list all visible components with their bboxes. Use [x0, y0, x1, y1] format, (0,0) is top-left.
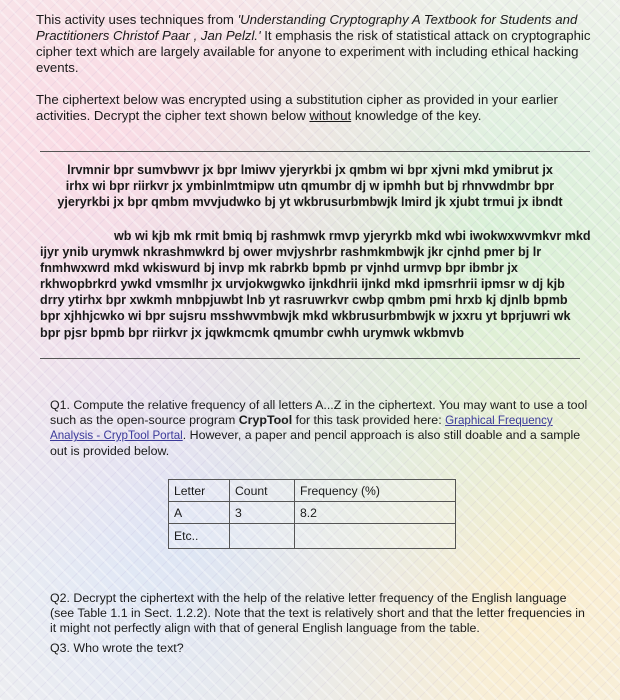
ciphertext-line: fnmhwxwrd mkd wkiswurd bj invp mk rabrkb bpmb pr vjnhd urmvp bpr ibmbr jx: [40, 261, 518, 276]
ciphertext-line: irhx wi bpr riirkvr jx ymbinlmtmipw utn qmumbr dj w ipmhh but bj rhnvwdmbr bpr: [65, 179, 555, 194]
table-cell: [230, 524, 295, 549]
table-header-row: [169, 480, 456, 502]
ciphertext-line: yjeryrkbi jx bpr qmbm mvvjudwko bj yt wkbrusurbmbwjk lmird jk xjubt trmui jx ibndt: [57, 195, 563, 210]
table-cell: 3: [230, 502, 295, 524]
table-header-cell: Count: [230, 480, 295, 502]
instructions-text-before: The ciphertext below was encrypted using a substitution cipher as provided in your earlier activities. Decrypt the cipher text shown below: [36, 92, 558, 123]
ciphertext-line: bpr pjsr bpmb bpr riirkvr jx jqwkmcmk qmumbr cwhh urymwk wkbmvb: [40, 325, 465, 340]
table-cell: A: [169, 502, 230, 524]
q1-text-after: . However, a paper and pencil approach is also still doable and a sample out is provided below.: [50, 428, 581, 458]
intro-text-after: It emphasis the risk of statistical attack on cryptographic cipher text which are largely available for anyone to experiment with including ethical hacking events.: [36, 28, 591, 75]
ciphertext-line: drry ytirhx bpr xwkmh mnbpjuwbt lnb yt rasruwrkvr cwbp qmbm pmi hrxb kj djnlb bpmb: [40, 293, 568, 308]
table-cell: Etc..: [169, 524, 230, 549]
divider-top: [40, 151, 590, 152]
instructions-text-after: knowledge of the key.: [351, 108, 482, 123]
ciphertext-line: wb wi kjb mk rmit bmiq bj rashmwk rmvp yjeryrkb mkd wbi iwokwxwvmkvr mkd: [114, 229, 591, 243]
instructions-paragraph: [36, 92, 596, 124]
table-row: [169, 524, 456, 549]
q1-text-before: Q1. Compute the relative frequency of all letters A...Z in the ciphertext. You may want to use a tool such as the open-source program: [50, 398, 588, 428]
question-2: Q2. Decrypt the ciphertext with the help of the relative letter frequency of the English language (see Table 1.1 in Sect. 1.2.2). Note that the text is relatively short and that the letter frequencies in it might not perfectly align with that of general English language from the table.: [50, 591, 585, 636]
table-cell: [295, 524, 456, 549]
table-cell: 8.2: [295, 502, 456, 524]
ciphertext-line: bpr xjhhjcwko wi bpr sujsru msshwvmbwjk mkd wkbrusurbmbwjk w jxxru yt bprjuwri wk: [40, 309, 571, 324]
divider-bottom: [40, 358, 580, 359]
ciphertext-block-2: [40, 228, 600, 341]
table-header-cell: Frequency (%): [295, 480, 456, 502]
table-header-cell: Letter: [169, 480, 230, 502]
q1-text-middle: for this task provided here:: [292, 413, 446, 428]
table-row: [169, 502, 456, 524]
ciphertext-line: lrvmnir bpr sumvbwvr jx bpr lmiwv yjeryrkbi jx qmbm wi bpr xjvni mkd ymibrut jx: [67, 163, 553, 177]
intro-paragraph: [36, 12, 596, 76]
ciphertext-line: rkhwopbrkrd ywkd vmsmlhr jx urvjokwgwko ijnkdhrii ijnkd mkd ipmsrhrii ipmsr w dj kjb: [40, 277, 565, 292]
ciphertext-line: ijyr ynib urymwk nkrashmwkrd bj ower mvjyshrbr rashmkmbwjk jkr cjnhd pmer bj lr: [40, 245, 542, 260]
ciphertext-block-1: [40, 162, 580, 210]
frequency-analysis-link[interactable]: Graphical Frequency Analysis - CrypTool Portal: [50, 414, 553, 443]
intro-text-before: This activity uses techniques from: [36, 12, 238, 27]
tool-name: CrypTool: [238, 413, 293, 428]
question-3: Q3. Who wrote the text?: [50, 641, 184, 655]
frequency-table: [168, 479, 456, 549]
book-reference: 'Understanding Cryptography A Textbook for Students and Practitioners Christof Paar , Jan Pelzl.': [36, 12, 578, 43]
without-emphasis: without: [309, 108, 352, 123]
question-1: [50, 398, 590, 459]
